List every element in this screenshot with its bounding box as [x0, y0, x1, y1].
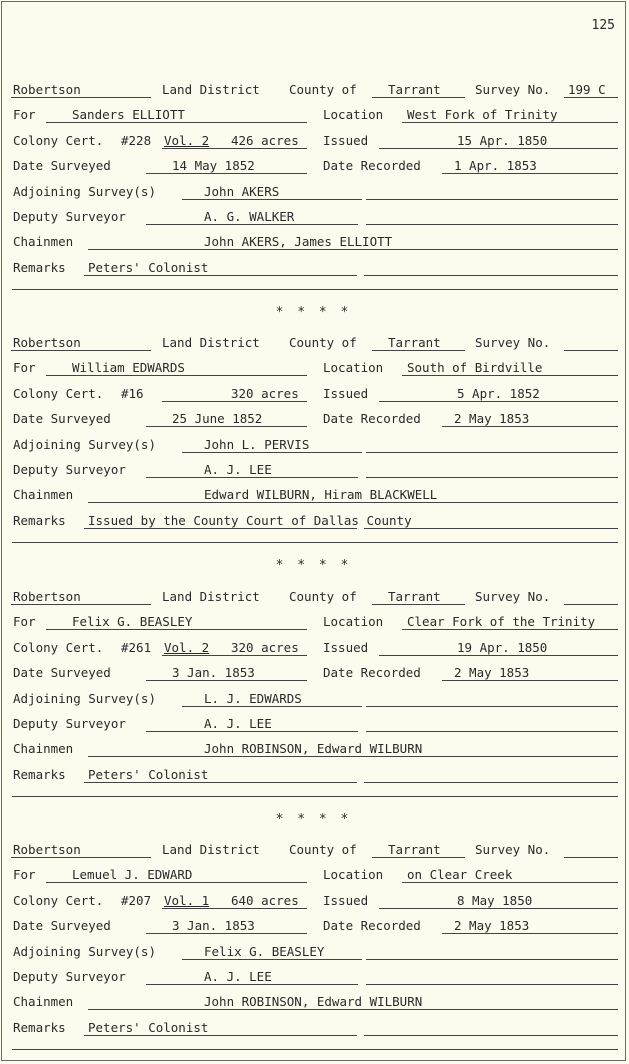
deputy-extension [366, 969, 618, 985]
date-surveyed-label: Date Surveyed [13, 411, 111, 427]
land-district-label: Land District [162, 842, 260, 857]
issued-label: Issued [323, 892, 369, 908]
land-district-label: Land District [162, 335, 260, 350]
adjoining-value: Felix G. BEASLEY [182, 944, 362, 960]
acres-value: 320 acres [231, 639, 299, 655]
survey-no-label: Survey No. [475, 335, 551, 350]
land-district-label: Land District [162, 82, 260, 97]
survey-no-label: Survey No. [475, 842, 551, 857]
county-value: Tarrant [372, 589, 465, 605]
location-label: Location [323, 360, 384, 376]
record-end-rule [12, 289, 618, 290]
location-value: on Clear Creek [402, 867, 618, 883]
issued-label: Issued [323, 639, 369, 655]
issued-value: 8 May 1850 [379, 893, 618, 909]
for-value: Felix G. BEASLEY [46, 614, 307, 630]
survey-no-label: Survey No. [475, 589, 551, 604]
county-of-label: County of [289, 335, 357, 350]
issued-value: 5 Apr. 1852 [379, 386, 618, 402]
district-value: Robertson [11, 82, 151, 98]
for-label: For [13, 360, 36, 376]
deputy-extension [366, 462, 618, 478]
district-value: Robertson [11, 335, 151, 351]
date-surveyed-label: Date Surveyed [13, 665, 111, 681]
land-district-label: Land District [162, 589, 260, 604]
chainmen-label: Chainmen [13, 994, 74, 1010]
adjoining-extension [366, 691, 618, 707]
remarks-value: Peters' Colonist [84, 1020, 357, 1036]
location-label: Location [323, 107, 384, 123]
adjoining-extension [366, 437, 618, 453]
for-value: William EDWARDS [46, 360, 307, 376]
date-recorded-label: Date Recorded [323, 918, 421, 934]
issued-label: Issued [323, 385, 369, 401]
deputy-extension [366, 209, 618, 225]
location-value: South of Birdville [402, 360, 618, 376]
date-surveyed-value: 3 Jan. 1853 [146, 918, 307, 934]
adjoining-value: John AKERS [182, 184, 362, 200]
survey-no-value [564, 842, 618, 858]
for-label: For [13, 614, 36, 630]
cert-no-value: #261 [121, 639, 152, 655]
adjoining-surveys-label: Adjoining Survey(s) [13, 943, 156, 959]
remarks-value: Peters' Colonist [84, 767, 357, 783]
colony-cert-label: Colony Cert. [13, 892, 104, 908]
date-recorded-value: 2 May 1853 [442, 918, 618, 934]
location-label: Location [323, 867, 384, 883]
county-of-label: County of [289, 82, 357, 97]
deputy-value: A. G. WALKER [146, 209, 358, 225]
date-recorded-label: Date Recorded [323, 665, 421, 681]
record-end-rule [12, 1049, 618, 1050]
date-surveyed-label: Date Surveyed [13, 158, 111, 174]
date-surveyed-label: Date Surveyed [13, 918, 111, 934]
survey-no-label: Survey No. [475, 82, 551, 97]
chainmen-label: Chainmen [13, 487, 74, 503]
date-recorded-label: Date Recorded [323, 158, 421, 174]
vol-value: Vol. 2 [164, 132, 210, 148]
district-value: Robertson [11, 589, 151, 605]
record-end-rule [12, 796, 618, 797]
remarks-label: Remarks [13, 512, 66, 528]
remarks-value: Peters' Colonist [84, 260, 357, 276]
record-separator: * * * * [275, 812, 352, 828]
remarks-label: Remarks [13, 766, 66, 782]
colony-cert-label: Colony Cert. [13, 385, 104, 401]
chainmen-value: John ROBINSON, Edward WILBURN [88, 741, 618, 757]
survey-no-value [564, 335, 618, 351]
survey-no-value [564, 589, 618, 605]
for-value: Sanders ELLIOTT [46, 107, 307, 123]
chainmen-label: Chainmen [13, 234, 74, 250]
record-separator: * * * * [275, 558, 352, 574]
county-value: Tarrant [372, 842, 465, 858]
for-label: For [13, 107, 36, 123]
for-label: For [13, 867, 36, 883]
adjoining-extension [366, 184, 618, 200]
acres-value: 320 acres [231, 385, 299, 401]
date-recorded-label: Date Recorded [323, 411, 421, 427]
vol-value: Vol. 2 [164, 639, 210, 655]
chainmen-value: John AKERS, James ELLIOTT [88, 234, 618, 250]
remarks-extension [364, 260, 618, 276]
adjoining-surveys-label: Adjoining Survey(s) [13, 436, 156, 452]
county-value: Tarrant [372, 335, 465, 351]
record-separator: * * * * [275, 305, 352, 321]
adjoining-value: L. J. EDWARDS [182, 691, 362, 707]
chainmen-value: John ROBINSON, Edward WILBURN [88, 994, 618, 1010]
document-page [1, 1, 626, 1061]
location-label: Location [323, 614, 384, 630]
date-recorded-value: 2 May 1853 [442, 411, 618, 427]
deputy-surveyor-label: Deputy Surveyor [13, 462, 126, 477]
remarks-extension [364, 513, 618, 529]
date-surveyed-value: 14 May 1852 [146, 158, 307, 174]
remarks-extension [364, 1020, 618, 1036]
remarks-label: Remarks [13, 1019, 66, 1035]
deputy-value: A. J. LEE [146, 462, 358, 478]
acres-value: 426 acres [231, 132, 299, 148]
deputy-surveyor-label: Deputy Surveyor [13, 716, 126, 731]
issued-label: Issued [323, 132, 369, 148]
remarks-extension [364, 767, 618, 783]
remarks-value: Issued by the County Court of Dallas County [84, 513, 357, 529]
vol-value: Vol. 1 [164, 892, 210, 908]
deputy-value: A. J. LEE [146, 716, 358, 732]
adjoining-extension [366, 944, 618, 960]
deputy-surveyor-label: Deputy Surveyor [13, 209, 126, 224]
acres-value: 640 acres [231, 892, 299, 908]
deputy-surveyor-label: Deputy Surveyor [13, 969, 126, 984]
cert-no-value: #207 [121, 892, 152, 908]
colony-cert-label: Colony Cert. [13, 132, 104, 148]
deputy-value: A. J. LEE [146, 969, 358, 985]
date-surveyed-value: 3 Jan. 1853 [146, 665, 307, 681]
county-of-label: County of [289, 589, 357, 604]
colony-cert-label: Colony Cert. [13, 639, 104, 655]
cert-no-value: #16 [121, 385, 144, 401]
location-value: Clear Fork of the Trinity [402, 614, 618, 630]
adjoining-surveys-label: Adjoining Survey(s) [13, 183, 156, 199]
county-value: Tarrant [372, 82, 465, 98]
record-end-rule [12, 542, 618, 543]
location-value: West Fork of Trinity [402, 107, 618, 123]
date-recorded-value: 2 May 1853 [442, 665, 618, 681]
issued-value: 19 Apr. 1850 [379, 640, 618, 656]
chainmen-value: Edward WILBURN, Hiram BLACKWELL [88, 487, 618, 503]
cert-no-value: #228 [121, 132, 152, 148]
date-surveyed-value: 25 June 1852 [146, 411, 307, 427]
page-number: 125 [591, 18, 615, 33]
county-of-label: County of [289, 842, 357, 857]
remarks-label: Remarks [13, 259, 66, 275]
deputy-extension [366, 716, 618, 732]
chainmen-label: Chainmen [13, 741, 74, 757]
issued-value: 15 Apr. 1850 [379, 133, 618, 149]
district-value: Robertson [11, 842, 151, 858]
for-value: Lemuel J. EDWARD [46, 867, 307, 883]
date-recorded-value: 1 Apr. 1853 [442, 158, 618, 174]
adjoining-surveys-label: Adjoining Survey(s) [13, 690, 156, 706]
adjoining-value: John L. PERVIS [182, 437, 362, 453]
survey-no-value: 199 C [564, 82, 618, 98]
